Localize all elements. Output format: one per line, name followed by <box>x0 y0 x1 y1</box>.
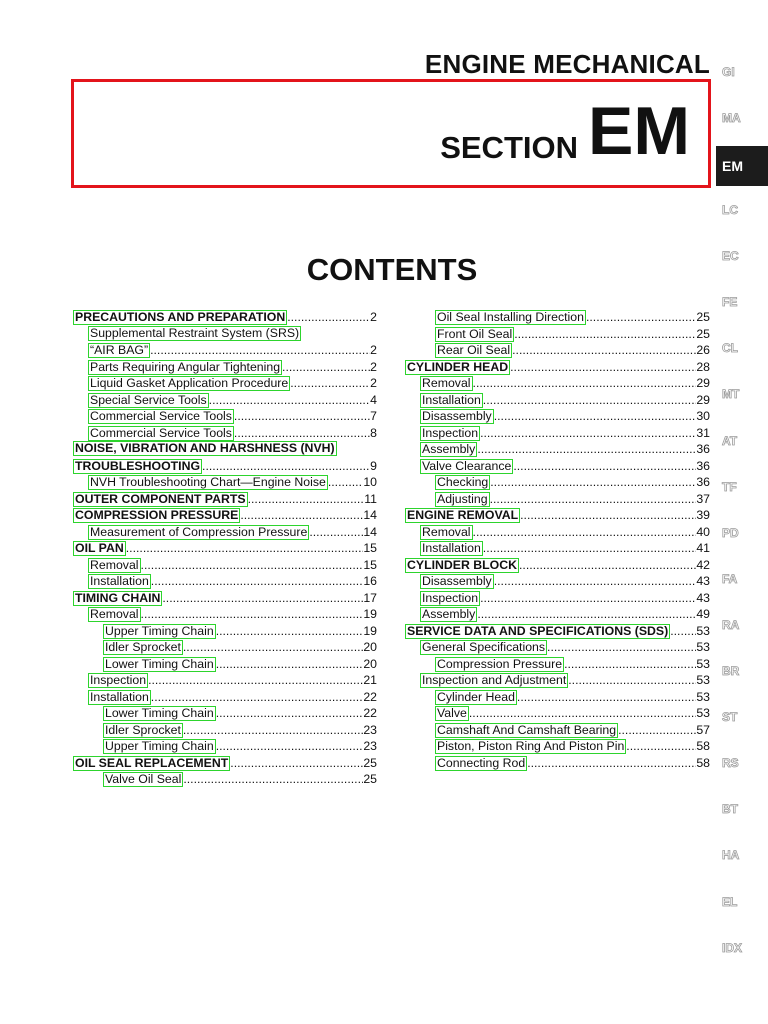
toc-dot-leader <box>477 606 696 623</box>
toc-page-number: 25 <box>696 310 710 324</box>
toc-entry[interactable] <box>405 722 710 739</box>
toc-page-number: 53 <box>696 689 710 704</box>
toc-page-number: 2 <box>370 310 377 324</box>
toc-dot-leader <box>494 573 697 590</box>
toc-page-number: 23 <box>363 722 377 737</box>
toc-entry[interactable] <box>405 491 710 508</box>
toc-entry[interactable] <box>405 540 710 557</box>
section-tab-ha[interactable]: HA <box>722 848 740 863</box>
toc-dot-leader <box>287 309 370 326</box>
toc-entry-title-link[interactable]: Lower Timing Chain <box>105 656 214 671</box>
toc-page-number: 53 <box>696 623 710 638</box>
section-tab-em[interactable]: EM <box>716 146 768 186</box>
toc-entry[interactable] <box>405 656 710 673</box>
toc-dot-leader <box>483 540 697 557</box>
section-tab-ma[interactable]: MA <box>722 111 741 125</box>
toc-page-number: 17 <box>363 590 377 605</box>
section-tab-fa[interactable]: FA <box>722 571 738 586</box>
toc-entry[interactable] <box>73 491 377 508</box>
toc-entry[interactable] <box>405 623 710 640</box>
toc-entry-title-link[interactable]: Assembly <box>422 607 476 621</box>
toc-dot-leader <box>216 738 364 755</box>
toc-entry-title-link[interactable]: Valve Clearance <box>422 458 512 473</box>
toc-dot-leader <box>151 689 364 706</box>
toc-entry-title-link[interactable]: Installation <box>90 689 149 704</box>
toc-dot-leader <box>520 507 696 524</box>
toc-dot-leader <box>150 342 370 359</box>
toc-page-number: 36 <box>696 458 710 473</box>
toc-dot-leader <box>480 425 696 442</box>
toc-entry[interactable] <box>73 573 377 590</box>
toc-page-number: 53 <box>696 640 710 654</box>
section-tab-mt[interactable]: MT <box>722 387 740 402</box>
toc-page-number: 25 <box>363 772 377 786</box>
toc-dot-leader <box>309 524 363 541</box>
toc-entry-title-link[interactable]: Measurement of Compression Pressure <box>90 524 308 539</box>
toc-entry[interactable] <box>73 689 377 706</box>
toc-entry[interactable] <box>73 639 377 656</box>
toc-dot-leader <box>490 474 696 491</box>
toc-entry-title-link[interactable]: Inspection and Adjustment <box>422 673 567 687</box>
toc-page-number: 22 <box>363 706 377 720</box>
toc-entry[interactable] <box>73 474 377 491</box>
toc-dot-leader <box>513 458 696 475</box>
toc-dot-leader <box>183 722 363 739</box>
toc-dot-leader <box>248 491 365 508</box>
toc-page-number: 43 <box>696 590 710 605</box>
toc-entry[interactable] <box>73 326 377 343</box>
toc-entry-title-link[interactable]: Liquid Gasket Application Procedure <box>90 376 289 390</box>
toc-entry[interactable] <box>405 474 710 491</box>
toc-dot-leader <box>477 441 696 458</box>
toc-page-number: 42 <box>696 557 710 572</box>
toc-entry-title-link[interactable]: Idler Sprocket <box>105 722 181 737</box>
toc-page-number: 40 <box>696 524 710 539</box>
toc-dot-leader <box>519 557 696 574</box>
section-tab-st[interactable]: ST <box>722 710 738 725</box>
toc-entry-title-link[interactable]: Upper Timing Chain <box>105 739 214 753</box>
toc-page-number: 4 <box>370 392 377 407</box>
toc-entry[interactable] <box>73 425 377 442</box>
section-tab-idx[interactable]: IDX <box>722 940 743 955</box>
toc-entry[interactable] <box>73 309 377 326</box>
toc-dot-leader <box>568 672 696 689</box>
toc-dot-leader <box>586 309 696 326</box>
toc-entry-title-link[interactable]: Installation <box>422 541 481 555</box>
toc-entry[interactable] <box>405 672 710 689</box>
toc-entry[interactable] <box>73 755 377 772</box>
toc-entry[interactable] <box>405 392 710 409</box>
toc-page-number: 25 <box>696 326 710 341</box>
toc-dot-leader <box>473 524 697 541</box>
toc-entry[interactable] <box>405 458 710 475</box>
toc-entry[interactable] <box>73 672 377 689</box>
toc-entry[interactable] <box>405 524 710 541</box>
toc-page-number: 19 <box>363 607 377 621</box>
toc-entry[interactable] <box>405 590 710 607</box>
toc-entry-title-link[interactable]: Removal <box>90 607 139 621</box>
toc-dot-leader <box>141 606 364 623</box>
toc-page-number: 15 <box>363 557 377 572</box>
toc-dot-leader <box>202 458 370 475</box>
toc-entry-title-link[interactable]: Supplemental Restraint System (SRS) <box>90 325 300 340</box>
section-tab-gi[interactable]: GI <box>722 65 735 79</box>
toc-dot-leader <box>494 408 697 425</box>
toc-page-number: 36 <box>696 442 710 456</box>
toc-page-number: 31 <box>696 425 710 440</box>
toc-entry-title-link[interactable]: TROUBLESHOOTING <box>75 458 201 473</box>
toc-entry-title-link[interactable]: Removal <box>422 524 471 539</box>
toc-entry-title-link[interactable]: Valve Oil Seal <box>105 772 182 786</box>
section-frame <box>71 79 711 188</box>
toc-entry[interactable] <box>405 408 710 425</box>
toc-entry-title-link[interactable]: Lower Timing Chain <box>105 706 214 720</box>
toc-entry-title-link[interactable]: OIL SEAL REPLACEMENT <box>75 755 229 770</box>
section-title: ENGINE MECHANICAL <box>424 49 710 79</box>
toc-entry[interactable] <box>405 705 710 722</box>
toc-entry-title-link[interactable]: Inspection <box>422 425 479 440</box>
toc-entry[interactable] <box>73 408 377 425</box>
toc-page-number: 10 <box>363 475 377 489</box>
toc-entry[interactable] <box>73 738 377 755</box>
toc-page-number: 36 <box>696 475 710 489</box>
toc-dot-leader <box>141 557 364 574</box>
toc-dot-leader <box>510 359 696 376</box>
toc-entry[interactable] <box>405 425 710 442</box>
toc-entry-title-link[interactable]: Inspection <box>422 590 479 605</box>
toc-entry[interactable] <box>405 557 710 574</box>
toc-dot-leader <box>209 392 371 409</box>
toc-dot-leader <box>234 408 370 425</box>
toc-dot-leader <box>512 342 696 359</box>
section-tab-ra[interactable]: RA <box>722 617 740 632</box>
toc-entry[interactable] <box>405 375 710 392</box>
toc-dot-leader <box>626 738 696 755</box>
toc-entry[interactable] <box>405 507 710 524</box>
toc-entry[interactable] <box>405 441 710 458</box>
toc-page-number: 29 <box>696 376 710 390</box>
toc-entry-title-link[interactable]: Adjusting <box>437 491 488 506</box>
toc-dot-leader <box>618 722 696 739</box>
toc-dot-leader <box>240 507 363 524</box>
toc-page-number: 2 <box>370 343 377 357</box>
section-tab-br[interactable]: BR <box>722 664 740 678</box>
toc-dot-leader <box>480 590 696 607</box>
toc-entry-title-link[interactable]: OIL PAN <box>75 541 124 555</box>
toc-entry-title-link[interactable]: CYLINDER BLOCK <box>407 557 517 572</box>
toc-right-column <box>405 309 710 771</box>
toc-entry-title-link[interactable]: TIMING CHAIN <box>75 590 161 605</box>
contents-heading: CONTENTS <box>306 252 478 287</box>
toc-page-number: 23 <box>363 739 377 753</box>
toc-entry-title-link[interactable]: PRECAUTIONS AND PREPARATION <box>75 310 286 324</box>
toc-page-number: 14 <box>363 524 377 539</box>
toc-entry-title-link[interactable]: NVH Troubleshooting Chart—Engine Noise <box>90 475 326 489</box>
toc-entry[interactable] <box>405 359 710 376</box>
toc-dot-leader <box>282 359 370 376</box>
toc-page-number: 20 <box>363 640 377 654</box>
toc-page-number: 43 <box>696 574 710 588</box>
section-tab-rs[interactable]: RS <box>722 756 739 771</box>
toc-entry[interactable] <box>73 359 377 376</box>
section-word: SECTION <box>440 130 578 165</box>
toc-entry[interactable] <box>73 392 377 409</box>
toc-entry-title-link[interactable]: Commercial Service Tools <box>90 425 232 440</box>
toc-page-number: 58 <box>696 755 710 770</box>
toc-page-number: 15 <box>363 541 377 555</box>
toc-dot-leader <box>216 705 364 722</box>
toc-dot-leader <box>290 375 370 392</box>
toc-page-number: 21 <box>363 673 377 687</box>
toc-entry-title-link[interactable]: Oil Seal Installing Direction <box>437 310 584 324</box>
toc-entry-title-link[interactable]: Rear Oil Seal <box>437 343 511 357</box>
toc-entry-title-link[interactable]: Inspection <box>90 673 147 687</box>
toc-page-number: 37 <box>696 491 710 506</box>
toc-entry-title-link[interactable]: Valve <box>437 706 467 720</box>
toc-page-number: 19 <box>363 623 377 638</box>
toc-entry-title-link[interactable]: Parts Requiring Angular Tightening <box>90 359 281 374</box>
toc-entry[interactable] <box>405 738 710 755</box>
toc-entry[interactable] <box>73 540 377 557</box>
toc-page-number: 30 <box>696 409 710 423</box>
toc-dot-leader <box>514 326 696 343</box>
toc-page-number: 2 <box>370 359 377 374</box>
toc-entry[interactable] <box>73 375 377 392</box>
toc-entry[interactable] <box>73 441 377 458</box>
toc-page-number: 16 <box>363 574 377 588</box>
toc-entry-title-link[interactable]: Cylinder Head <box>437 689 515 704</box>
toc-dot-leader <box>162 590 363 607</box>
toc-dot-leader <box>183 639 363 656</box>
toc-page-number: 11 <box>364 491 377 506</box>
toc-dot-leader <box>126 540 364 557</box>
toc-entry[interactable] <box>405 606 710 623</box>
section-tab-ec[interactable]: EC <box>722 249 739 264</box>
section-tab-at[interactable]: AT <box>722 433 738 448</box>
toc-entry[interactable] <box>73 590 377 607</box>
toc-page-number: 22 <box>363 689 377 704</box>
toc-entry-title-link[interactable]: Upper Timing Chain <box>105 623 214 638</box>
toc-entry[interactable] <box>73 342 377 359</box>
toc-page-number: 8 <box>370 425 377 440</box>
toc-entry[interactable] <box>73 722 377 739</box>
section-tab-el[interactable]: EL <box>722 894 738 909</box>
toc-dot-leader <box>151 573 364 590</box>
toc-page-number: 2 <box>370 376 377 390</box>
toc-entry-title-link[interactable]: Removal <box>422 376 471 390</box>
toc-entry[interactable] <box>405 309 710 326</box>
toc-page-number: 41 <box>696 541 710 555</box>
toc-entry-title-link[interactable]: “AIR BAG” <box>90 343 149 357</box>
toc-dot-leader <box>517 689 696 706</box>
toc-entry-title-link[interactable]: Commercial Service Tools <box>90 409 232 423</box>
toc-page-number: 26 <box>696 343 710 357</box>
toc-dot-leader <box>230 755 363 772</box>
section-tab-tf[interactable]: TF <box>722 479 737 494</box>
toc-entry-title-link[interactable]: Installation <box>422 392 481 407</box>
toc-page-number: 39 <box>696 508 710 522</box>
toc-entry-title-link[interactable]: Front Oil Seal <box>437 326 513 341</box>
toc-dot-leader <box>483 392 697 409</box>
toc-dot-leader <box>547 639 696 656</box>
toc-entry[interactable] <box>405 689 710 706</box>
toc-entry-title-link[interactable]: General Specifications <box>422 640 546 654</box>
toc-page-number: 25 <box>363 755 377 770</box>
toc-entry[interactable] <box>73 507 377 524</box>
toc-entry[interactable] <box>73 524 377 541</box>
toc-dot-leader <box>473 375 697 392</box>
toc-dot-leader <box>183 771 363 788</box>
toc-entry-title-link[interactable]: Special Service Tools <box>90 392 207 407</box>
toc-page-number: 20 <box>363 656 377 671</box>
toc-dot-leader <box>469 705 696 722</box>
toc-page-number: 53 <box>696 656 710 671</box>
toc-entry-title-link[interactable]: CYLINDER HEAD <box>407 359 509 374</box>
toc-dot-leader <box>670 623 696 640</box>
toc-dot-leader <box>216 656 364 673</box>
toc-entry-title-link[interactable]: NOISE, VIBRATION AND HARSHNESS (NVH) <box>75 441 335 455</box>
toc-entry-title-link[interactable]: Compression Pressure <box>437 656 563 671</box>
toc-left-column <box>73 309 377 788</box>
toc-entry[interactable] <box>73 656 377 673</box>
toc-entry[interactable] <box>405 639 710 656</box>
toc-page-number: 9 <box>370 458 377 473</box>
toc-entry[interactable] <box>73 771 377 788</box>
toc-dot-leader <box>328 474 363 491</box>
toc-entry-title-link[interactable]: Piston, Piston Ring And Piston Pin <box>437 739 625 753</box>
toc-dot-leader <box>527 755 696 772</box>
toc-page-number: 53 <box>696 706 710 720</box>
toc-entry-title-link[interactable]: Disassembly <box>422 574 492 588</box>
toc-entry-title-link[interactable]: Idler Sprocket <box>105 640 181 654</box>
toc-entry[interactable] <box>73 623 377 640</box>
toc-dot-leader <box>490 491 697 508</box>
toc-entry[interactable] <box>73 705 377 722</box>
toc-entry[interactable] <box>405 573 710 590</box>
toc-entry-title-link[interactable]: Installation <box>90 574 149 588</box>
section-tab-fe[interactable]: FE <box>722 295 738 310</box>
section-code: EM <box>588 93 690 169</box>
toc-page-number: 57 <box>696 722 710 737</box>
toc-entry[interactable] <box>73 606 377 623</box>
toc-entry[interactable] <box>405 326 710 343</box>
toc-dot-leader <box>564 656 696 673</box>
toc-entry-title-link[interactable]: Removal <box>90 557 139 572</box>
toc-page-number: 53 <box>696 673 710 687</box>
toc-dot-leader <box>216 623 364 640</box>
toc-page-number: 7 <box>370 409 377 423</box>
toc-entry[interactable] <box>73 557 377 574</box>
toc-entry-title-link[interactable]: Camshaft And Camshaft Bearing <box>437 722 617 737</box>
toc-page-number: 58 <box>696 739 710 753</box>
toc-entry-title-link[interactable]: COMPRESSION PRESSURE <box>75 508 239 522</box>
toc-entry[interactable] <box>405 342 710 359</box>
toc-entry-title-link[interactable]: OUTER COMPONENT PARTS <box>75 491 246 506</box>
section-tab-cl[interactable]: CL <box>722 341 738 356</box>
section-tab-lc[interactable]: LC <box>722 203 738 217</box>
toc-page-number: 14 <box>363 508 377 522</box>
section-tab-bt[interactable]: BT <box>722 802 738 817</box>
toc-entry-title-link[interactable]: Connecting Rod <box>437 755 526 770</box>
toc-dot-leader <box>148 672 363 689</box>
section-tab-pd[interactable]: PD <box>722 525 739 540</box>
toc-entry-title-link[interactable]: SERVICE DATA AND SPECIFICATIONS (SDS) <box>407 623 669 638</box>
toc-entry-title-link[interactable]: Assembly <box>422 442 476 456</box>
toc-entry-title-link[interactable]: Checking <box>437 475 489 489</box>
toc-entry[interactable] <box>73 458 377 475</box>
toc-page-number: 28 <box>696 359 710 374</box>
toc-dot-leader <box>234 425 370 442</box>
toc-entry-title-link[interactable]: ENGINE REMOVAL <box>407 508 519 522</box>
toc-entry[interactable] <box>405 755 710 772</box>
toc-page-number: 29 <box>696 392 710 407</box>
toc-entry-title-link[interactable]: Disassembly <box>422 409 492 423</box>
toc-page-number: 49 <box>696 607 710 621</box>
